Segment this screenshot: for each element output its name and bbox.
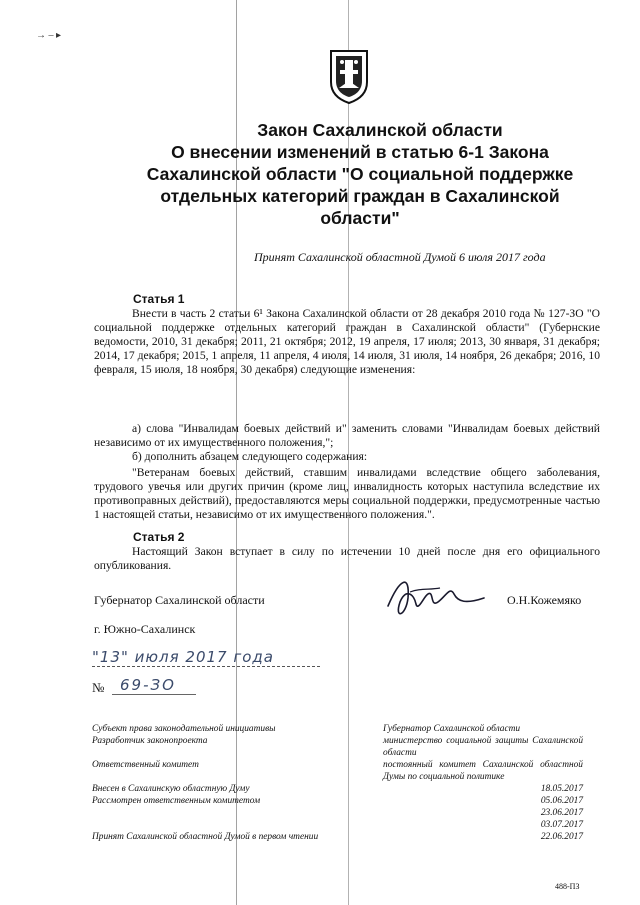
meta-label: Внесен в Сахалинскую областную Думу	[92, 784, 250, 794]
meta-label: Принят Сахалинской областной Думой в первом чтении	[92, 832, 319, 842]
meta-label: Разработчик законопроекта	[92, 736, 208, 746]
law-number-symbol: №	[92, 680, 105, 695]
meta-date: 22.06.2017	[540, 832, 583, 842]
date-underline	[92, 666, 320, 667]
number-underline	[112, 694, 196, 695]
law-title: области"	[320, 208, 400, 228]
meta-label: Субъект права законодательной инициативы	[92, 724, 276, 734]
article-1-item-b: б) дополнить абзацем следующего содержания:	[132, 450, 368, 463]
meta-date: 23.06.2017	[540, 808, 583, 818]
governor-name: О.Н.Кожемяко	[507, 593, 582, 607]
signature-icon	[380, 568, 490, 628]
article-1-item-a: а) слова "Инвалидам боевых действий и" заменить словами "Инвалидам боевых действий независимо от их имущественного положения,";	[94, 422, 600, 449]
adoption-note: Принят Сахалинской областной Думой 6 июля 2017 года	[254, 250, 546, 264]
article-2-heading: Статья 2	[133, 530, 185, 544]
document-code: 488-ПЗ	[555, 882, 580, 891]
article-2-text: Настоящий Закон вступает в силу по истечении 10 дней после дня его официального опубликования.	[94, 545, 600, 572]
meta-value: постоянный комитет Сахалинской областной Думы по социальной политике	[383, 760, 583, 782]
sakhalin-coat-of-arms-icon	[328, 48, 370, 104]
article-1-intro: Внести в часть 2 статьи 6¹ Закона Сахалинской области от 28 декабря 2010 года № 127-ЗО "О социальной поддержке отдельных категорий граждан в Сахалинской области" (Губернские ведомости, 2010, 31 декабря; 2011, 21 октября; 2012, 19 апреля, 17 июля; 2013, 30 января, 31 декабря; 2014, 17 декабря; 2015, 1 апреля, 11 апреля, 4 июля, 14 июля, 31 июля, 14 ноября, 26 декабря; 2016, 10 февраля, 15 июля, 18 ноября, 30 декабря) следующие изменения:	[94, 307, 600, 376]
law-number: 69-ЗО	[120, 676, 176, 694]
meta-value: министерство социальной защиты Сахалинской области	[383, 736, 583, 758]
meta-date: 03.07.2017	[540, 820, 583, 830]
header-mark: → ‒ ▸	[36, 30, 62, 41]
article-1-heading: Статья 1	[133, 292, 185, 306]
meta-label: Рассмотрен ответственным комитетом	[92, 796, 261, 806]
meta-date: 05.06.2017	[540, 796, 583, 806]
meta-value: Губернатор Сахалинской области	[383, 724, 521, 734]
law-title: Закон Сахалинской области	[257, 120, 503, 140]
meta-date: 18.05.2017	[540, 784, 583, 794]
governor-label: Губернатор Сахалинской области	[94, 593, 265, 607]
article-1-quote: "Ветеранам боевых действий, ставшим инвалидами вследствие общего заболевания, трудового увечья или других причин (кроме лиц, инвалидность которых наступила вследствие их противоправных действий), предоставляются меры социальной поддержки, предусмотренные частью 1 настоящей статьи, независимо от их имущественного положения.".	[94, 466, 600, 521]
law-title: Сахалинской области "О социальной поддержке	[146, 164, 574, 184]
meta-label: Ответственный комитет	[92, 760, 199, 770]
law-title: О внесении изменений в статью 6-1 Закона	[171, 142, 549, 162]
signing-city: г. Южно-Сахалинск	[94, 622, 196, 636]
signing-date: "13" июля 2017 года	[92, 648, 274, 666]
law-title: отдельных категорий граждан в Сахалинской	[160, 186, 560, 206]
